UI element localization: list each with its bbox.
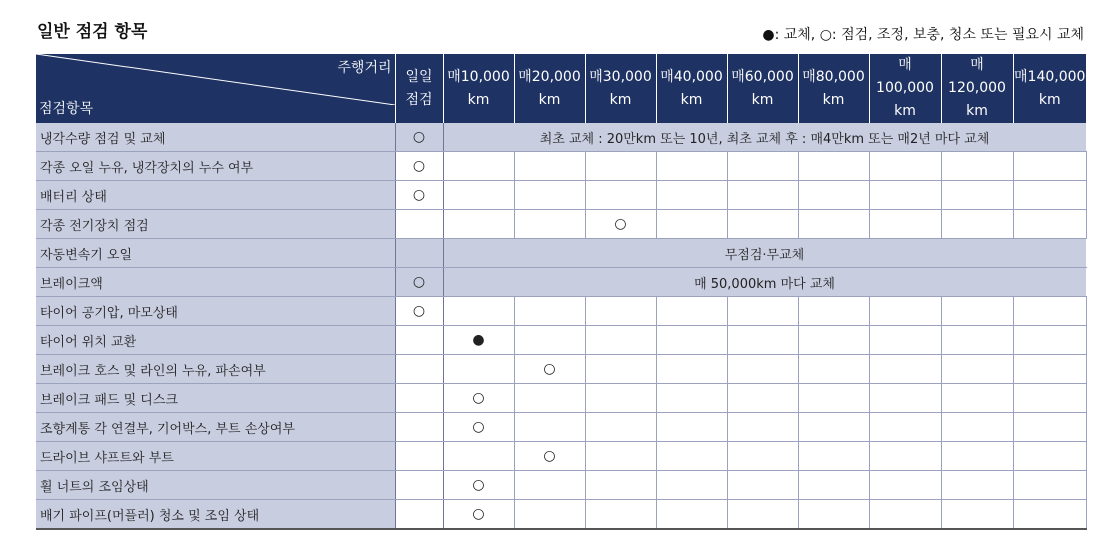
daily-check-cell <box>395 500 443 530</box>
interval-cell <box>585 384 656 413</box>
interval-cell <box>585 326 656 355</box>
interval-cell <box>941 210 1013 239</box>
daily-header: 일일 점검 <box>395 54 443 123</box>
table-row <box>36 297 1086 326</box>
daily-check-cell: ○ <box>395 268 443 297</box>
interval-cell <box>514 384 585 413</box>
item-name: 자동변속기 오일 <box>36 239 395 268</box>
interval-cell <box>656 210 727 239</box>
interval-cell <box>727 384 798 413</box>
table-row <box>36 413 1086 442</box>
interval-cell <box>1013 181 1086 210</box>
daily-check-cell <box>395 239 443 268</box>
item-name: 휠 너트의 조임상태 <box>36 471 395 500</box>
item-name: 타이어 공기압, 마모상태 <box>36 297 395 326</box>
mileage-header: 주행거리 <box>337 60 392 76</box>
interval-cell <box>869 210 941 239</box>
table-row <box>36 210 1086 239</box>
daily-check-cell <box>395 384 443 413</box>
interval-cell: ○ <box>443 471 514 500</box>
interval-note: 최초 교체 : 20만km 또는 10년, 최초 교체 후 : 매4만km 또는 매2년 마다 교체 <box>443 123 1086 152</box>
interval-cell <box>798 442 869 471</box>
interval-cell <box>941 500 1013 530</box>
interval-header: 매10,000 km <box>443 54 514 123</box>
interval-cell <box>514 326 585 355</box>
interval-cell <box>941 152 1013 181</box>
interval-cell <box>514 500 585 530</box>
interval-cell <box>798 326 869 355</box>
interval-cell <box>656 413 727 442</box>
interval-cell <box>443 355 514 384</box>
interval-header: 매40,000 km <box>656 54 727 123</box>
interval-cell <box>869 442 941 471</box>
daily-check-cell: ○ <box>395 152 443 181</box>
interval-cell <box>656 384 727 413</box>
interval-cell <box>514 413 585 442</box>
table-row <box>36 355 1086 384</box>
table-body <box>36 123 1086 529</box>
interval-cell <box>869 152 941 181</box>
interval-cell <box>941 326 1013 355</box>
daily-check-cell <box>395 210 443 239</box>
item-name: 브레이크 호스 및 라인의 누유, 파손여부 <box>36 355 395 384</box>
interval-note: 매 50,000km 마다 교체 <box>443 268 1086 297</box>
interval-cell <box>656 442 727 471</box>
inspection-table <box>36 54 1087 530</box>
interval-cell <box>869 181 941 210</box>
interval-header: 매20,000 km <box>514 54 585 123</box>
interval-cell <box>941 181 1013 210</box>
interval-cell <box>514 181 585 210</box>
table-row <box>36 442 1086 471</box>
interval-cell <box>656 471 727 500</box>
interval-cell <box>941 471 1013 500</box>
interval-cell <box>727 355 798 384</box>
interval-cell: ○ <box>514 355 585 384</box>
interval-cell <box>585 500 656 530</box>
item-name: 타이어 위치 교환 <box>36 326 395 355</box>
interval-cell <box>656 297 727 326</box>
interval-cell <box>585 442 656 471</box>
legend: ●: 교체, ○: 점검, 조정, 보충, 청소 또는 필요시 교체 <box>762 27 1084 43</box>
interval-cell <box>727 413 798 442</box>
interval-cell <box>585 471 656 500</box>
corner-header <box>36 54 395 123</box>
interval-cell <box>869 355 941 384</box>
interval-cell <box>941 384 1013 413</box>
table-row <box>36 471 1086 500</box>
interval-cell <box>656 181 727 210</box>
interval-cell <box>798 471 869 500</box>
header-row <box>36 54 1086 123</box>
interval-cell <box>656 152 727 181</box>
interval-cell <box>443 210 514 239</box>
interval-cell <box>443 152 514 181</box>
interval-cell <box>941 297 1013 326</box>
table-row <box>36 152 1086 181</box>
interval-cell <box>514 152 585 181</box>
interval-cell <box>443 442 514 471</box>
interval-cell <box>727 297 798 326</box>
interval-header: 매100,000 km <box>869 54 941 123</box>
interval-cell <box>869 384 941 413</box>
interval-cell <box>514 471 585 500</box>
interval-cell <box>585 355 656 384</box>
interval-cell <box>1013 471 1086 500</box>
item-name: 냉각수량 점검 및 교체 <box>36 123 395 152</box>
interval-cell <box>443 181 514 210</box>
daily-check-cell <box>395 471 443 500</box>
daily-check-cell <box>395 326 443 355</box>
daily-check-cell <box>395 442 443 471</box>
table-row <box>36 326 1086 355</box>
interval-cell <box>798 297 869 326</box>
interval-cell <box>656 355 727 384</box>
interval-cell <box>514 297 585 326</box>
interval-cell <box>1013 384 1086 413</box>
interval-cell <box>798 181 869 210</box>
interval-cell <box>869 471 941 500</box>
interval-cell <box>727 181 798 210</box>
interval-cell <box>1013 355 1086 384</box>
daily-check-cell <box>395 355 443 384</box>
interval-header: 매140,000 km <box>1013 54 1086 123</box>
interval-cell <box>656 500 727 530</box>
interval-cell <box>941 442 1013 471</box>
interval-cell <box>1013 500 1086 530</box>
interval-cell <box>1013 152 1086 181</box>
interval-cell: ○ <box>585 210 656 239</box>
item-name: 조향계통 각 연결부, 기어박스, 부트 손상여부 <box>36 413 395 442</box>
interval-header: 매60,000 km <box>727 54 798 123</box>
daily-check-cell: ○ <box>395 181 443 210</box>
interval-cell <box>798 413 869 442</box>
interval-cell <box>798 500 869 530</box>
table-row <box>36 239 1086 268</box>
interval-cell <box>656 326 727 355</box>
daily-check-cell: ○ <box>395 297 443 326</box>
interval-cell <box>798 152 869 181</box>
daily-check-cell <box>395 413 443 442</box>
interval-cell <box>443 297 514 326</box>
item-name: 각종 전기장치 점검 <box>36 210 395 239</box>
interval-cell: ○ <box>443 413 514 442</box>
interval-cell <box>585 181 656 210</box>
interval-cell <box>727 326 798 355</box>
interval-cell <box>727 500 798 530</box>
interval-cell <box>798 210 869 239</box>
item-name: 브레이크액 <box>36 268 395 297</box>
interval-cell <box>727 442 798 471</box>
table-row <box>36 500 1086 530</box>
interval-cell <box>941 355 1013 384</box>
interval-cell <box>727 471 798 500</box>
item-name: 배터리 상태 <box>36 181 395 210</box>
interval-cell <box>1013 442 1086 471</box>
interval-cell <box>869 413 941 442</box>
interval-cell <box>869 297 941 326</box>
item-name: 드라이브 샤프트와 부트 <box>36 442 395 471</box>
table-row <box>36 384 1086 413</box>
interval-note: 무점검·무교체 <box>443 239 1086 268</box>
interval-cell <box>727 210 798 239</box>
interval-cell <box>798 384 869 413</box>
interval-cell <box>1013 297 1086 326</box>
item-name: 브레이크 패드 및 디스크 <box>36 384 395 413</box>
table-row <box>36 181 1086 210</box>
interval-cell <box>869 500 941 530</box>
interval-cell: ● <box>443 326 514 355</box>
interval-cell <box>585 297 656 326</box>
interval-cell <box>1013 210 1086 239</box>
interval-header: 매30,000 km <box>585 54 656 123</box>
interval-header: 매120,000 km <box>941 54 1013 123</box>
item-name: 각종 오일 누유, 냉각장치의 누수 여부 <box>36 152 395 181</box>
interval-cell <box>514 210 585 239</box>
interval-cell <box>798 355 869 384</box>
table-row <box>36 123 1086 152</box>
interval-cell: ○ <box>443 384 514 413</box>
daily-check-cell: ○ <box>395 123 443 152</box>
interval-cell <box>585 152 656 181</box>
interval-header: 매80,000 km <box>798 54 869 123</box>
interval-cell <box>727 152 798 181</box>
page-title: 일반 점검 항목 <box>37 22 148 42</box>
item-name: 배기 파이프(머플러) 청소 및 조임 상태 <box>36 500 395 530</box>
interval-cell <box>1013 413 1086 442</box>
interval-cell: ○ <box>443 500 514 530</box>
item-header: 점검항목 <box>39 101 94 117</box>
interval-cell: ○ <box>514 442 585 471</box>
table-row <box>36 268 1086 297</box>
interval-cell <box>1013 326 1086 355</box>
interval-cell <box>585 413 656 442</box>
interval-cell <box>941 413 1013 442</box>
interval-cell <box>869 326 941 355</box>
